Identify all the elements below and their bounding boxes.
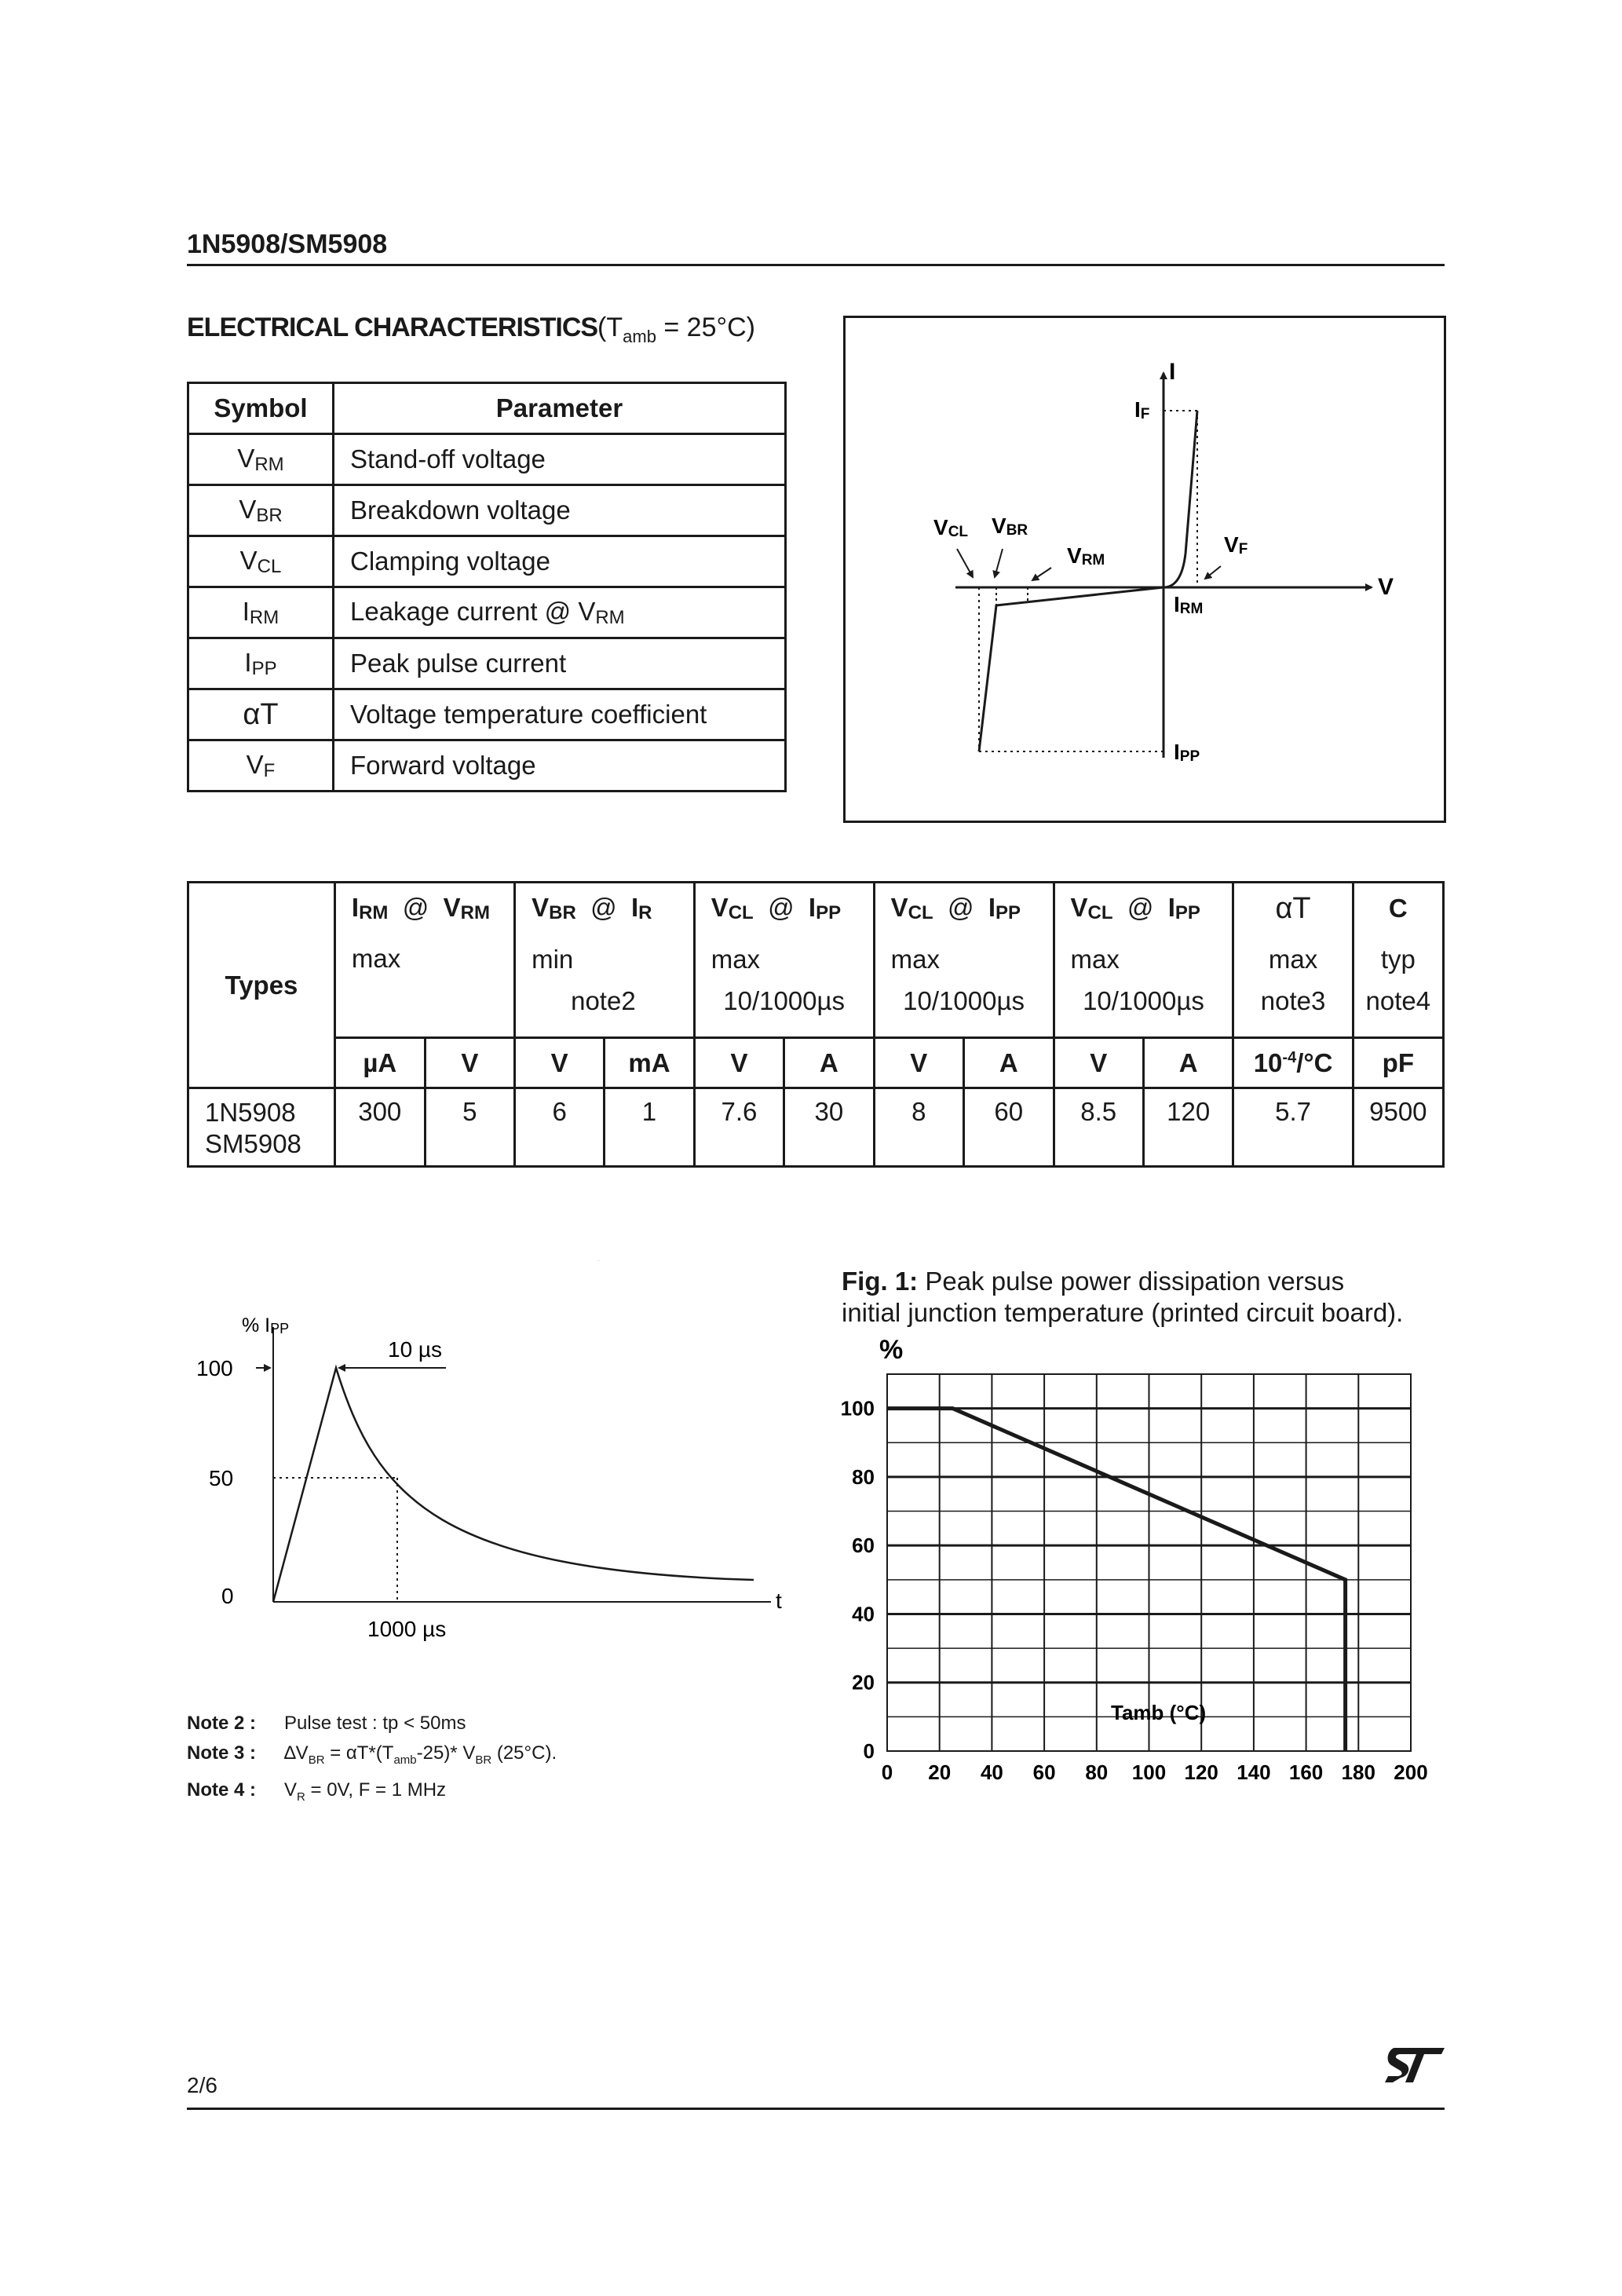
table-row bbox=[188, 536, 786, 587]
symbol-parameter-table bbox=[187, 382, 787, 792]
value-cell: 9500 bbox=[1353, 1088, 1443, 1167]
x-tick-label: 0 bbox=[881, 1760, 893, 1784]
vbr-label: VBR bbox=[992, 514, 1028, 539]
cond-sub: amb bbox=[623, 326, 656, 346]
chart-xlabel: Tamb (°C) bbox=[1111, 1701, 1207, 1724]
vbr-mode: min note2 bbox=[515, 934, 695, 1038]
value-cell: 8.5 bbox=[1054, 1088, 1143, 1167]
st-logo-text: ST bbox=[598, 1261, 600, 1262]
table-row bbox=[188, 638, 786, 689]
parameter-cell: Clamping voltage bbox=[334, 536, 786, 587]
symbol-main: I bbox=[244, 647, 252, 677]
section-title bbox=[187, 313, 755, 347]
t-axis-label: t bbox=[776, 1589, 782, 1613]
value-cell: 6 bbox=[515, 1088, 605, 1167]
decay-time-label: 1000 µs bbox=[367, 1617, 447, 1641]
table-header-row bbox=[188, 383, 786, 434]
st-logo-mark bbox=[1385, 2048, 1445, 2082]
type-name: 1N5908 bbox=[205, 1098, 296, 1127]
page-number: 2/6 bbox=[187, 2073, 217, 2097]
table-row bbox=[188, 740, 786, 792]
x-tick-label: 180 bbox=[1341, 1760, 1375, 1784]
types-table bbox=[187, 881, 1445, 1168]
y-tick-label: 80 bbox=[852, 1464, 875, 1489]
parameter-cell: Breakdown voltage bbox=[334, 485, 786, 536]
value-cell: 300 bbox=[334, 1088, 425, 1167]
unit-cell: V bbox=[515, 1038, 605, 1088]
section-title-text: ELECTRICAL CHARACTERISTICS bbox=[187, 313, 598, 342]
symbol-cell bbox=[188, 638, 334, 689]
y0-label: 0 bbox=[221, 1584, 234, 1608]
note-4: Note 4 : $V_R = 0V$, F = 1 MHz bbox=[187, 1775, 557, 1812]
alphat-head-text: αT bbox=[1275, 891, 1311, 925]
figure-caption-label: Fig. 1: bbox=[842, 1267, 919, 1296]
x-tick-label: 160 bbox=[1288, 1760, 1324, 1784]
y-tick-label: 60 bbox=[852, 1534, 875, 1558]
cond-prefix: (T bbox=[597, 313, 623, 342]
symbol-cell bbox=[188, 689, 334, 740]
value-cell: 120 bbox=[1143, 1088, 1233, 1167]
vrm-pointer bbox=[1032, 568, 1051, 580]
footer-rule bbox=[187, 2108, 1445, 2110]
unit-cell: mA bbox=[605, 1038, 694, 1088]
symbol-cell bbox=[188, 485, 334, 536]
parameter-header: Parameter bbox=[334, 383, 786, 434]
table-row bbox=[188, 587, 786, 638]
chart-tick-labels bbox=[841, 1397, 1428, 1784]
vcl-head-3: VCL @ IPP bbox=[1054, 883, 1233, 934]
section-condition bbox=[597, 313, 755, 346]
symbol-cell bbox=[188, 536, 334, 587]
table-row bbox=[188, 689, 786, 740]
irm-head: IRM @ VRM bbox=[334, 883, 514, 934]
parameter-cell: Peak pulse current bbox=[334, 638, 786, 689]
symbol-header: Symbol bbox=[188, 383, 334, 434]
rise-time-label: 10 µs bbox=[388, 1337, 443, 1362]
unit-cell: pF bbox=[1353, 1038, 1443, 1088]
symbol-sub: F bbox=[263, 759, 276, 781]
unit-cell: µA bbox=[334, 1038, 425, 1088]
symbol-cell bbox=[188, 434, 334, 485]
x-tick-label: 40 bbox=[980, 1760, 1003, 1784]
x-tick-label: 20 bbox=[928, 1760, 952, 1784]
parameter-text: Leakage current @ V bbox=[350, 596, 596, 626]
vbr-pointer bbox=[995, 549, 1003, 577]
vf-pointer bbox=[1205, 566, 1221, 579]
unit-cell: V bbox=[694, 1038, 784, 1088]
symbol-main: V bbox=[239, 545, 258, 575]
unit-cell: V bbox=[874, 1038, 963, 1088]
vcl-mode-2: max 10/1000µs bbox=[874, 934, 1054, 1038]
vrm-label: VRM bbox=[1067, 543, 1105, 569]
symbol-main: αT bbox=[243, 697, 279, 731]
notes bbox=[187, 1709, 557, 1812]
vbr-head: VBR @ IR bbox=[515, 883, 695, 934]
chart-grid bbox=[887, 1374, 1411, 1751]
figure-caption-text: Peak pulse power dissipation versus bbox=[918, 1267, 1345, 1296]
type-names-cell bbox=[188, 1088, 335, 1167]
unit-cell: A bbox=[784, 1038, 874, 1088]
pulse-waveform-diagram bbox=[188, 1303, 793, 1649]
value-cell: 30 bbox=[784, 1088, 874, 1167]
vcl-head-2: VCL @ IPP bbox=[874, 883, 1054, 934]
symbol-sub: BR bbox=[256, 504, 283, 526]
pulse-curve bbox=[273, 1368, 754, 1602]
value-cell: 60 bbox=[964, 1088, 1054, 1167]
note-2 bbox=[187, 1709, 557, 1738]
symbol-main: V bbox=[246, 749, 264, 779]
types-label: Types bbox=[225, 970, 298, 1000]
value-cell: 5 bbox=[425, 1088, 515, 1167]
value-cell: 8 bbox=[874, 1088, 963, 1167]
alphat-head bbox=[1233, 883, 1353, 934]
symbol-sub: CL bbox=[257, 555, 282, 577]
types-label-cell bbox=[188, 883, 335, 1088]
v-axis-label: V bbox=[1378, 574, 1394, 600]
chart-ylabel: % bbox=[879, 1335, 904, 1365]
c-head-text: C bbox=[1388, 894, 1408, 923]
unit-cell: A bbox=[964, 1038, 1054, 1088]
parameter-cell bbox=[334, 587, 786, 638]
unit-cell: $10^{-4}/^\circ C$ bbox=[1233, 1038, 1353, 1088]
vcl-mode-1: max 10/1000µs bbox=[694, 934, 874, 1038]
c-mode: typ note4 bbox=[1353, 934, 1443, 1038]
x-tick-label: 200 bbox=[1394, 1760, 1428, 1784]
figure-caption bbox=[842, 1266, 1454, 1329]
symbol-main: V bbox=[237, 443, 255, 473]
table-row bbox=[188, 434, 786, 485]
pulse-ylabel: % IPP bbox=[242, 1314, 290, 1336]
y-tick-label: 40 bbox=[852, 1602, 875, 1626]
vf-label: VF bbox=[1224, 532, 1248, 558]
symbol-main: V bbox=[239, 494, 257, 524]
y-tick-label: 100 bbox=[840, 1396, 875, 1420]
x-tick-label: 120 bbox=[1184, 1760, 1218, 1784]
vcl-label: VCL bbox=[933, 515, 969, 540]
parameter-cell: Voltage temperature coefficient bbox=[334, 689, 786, 740]
if-label: IF bbox=[1134, 397, 1150, 422]
parameter-cell: Forward voltage bbox=[334, 740, 786, 792]
symbol-sub: RM bbox=[249, 606, 279, 628]
types-unit-row bbox=[188, 1038, 1444, 1088]
type-name: SM5908 bbox=[205, 1129, 301, 1158]
header-rule bbox=[187, 264, 1445, 266]
vcl-mode-3: max 10/1000µs bbox=[1054, 934, 1233, 1038]
symbol-main: I bbox=[242, 596, 250, 626]
symbol-cell bbox=[188, 587, 334, 638]
note-label: Note 3 : bbox=[187, 1742, 257, 1764]
x-tick-label: 80 bbox=[1085, 1760, 1109, 1784]
note-label: Note 4 : bbox=[187, 1779, 257, 1801]
iv-diagram-svg bbox=[846, 318, 1444, 821]
value-cell: 5.7 bbox=[1233, 1088, 1353, 1167]
table-row bbox=[188, 485, 786, 536]
y-tick-label: 0 bbox=[863, 1739, 875, 1763]
y-tick-label: 20 bbox=[852, 1670, 875, 1695]
parameter-cell: Stand-off voltage bbox=[334, 434, 786, 485]
cond-suffix: = 25°C) bbox=[656, 313, 755, 342]
unit-cell: V bbox=[1054, 1038, 1143, 1088]
vcl-pointer bbox=[957, 549, 973, 577]
types-mode-row bbox=[188, 934, 1444, 1038]
figure-caption-line2: initial junction temperature (printed circuit board). bbox=[842, 1298, 1404, 1327]
c-head bbox=[1353, 883, 1443, 934]
x-tick-label: 60 bbox=[1032, 1760, 1056, 1784]
unit-cell: A bbox=[1143, 1038, 1233, 1088]
types-head-row bbox=[188, 883, 1444, 934]
value-cell: 7.6 bbox=[694, 1088, 784, 1167]
symbol-sub: RM bbox=[254, 453, 284, 475]
note-text: Pulse test : tp < 50ms bbox=[284, 1713, 466, 1734]
alphat-mode: max note3 bbox=[1233, 934, 1353, 1038]
irm-label: IRM bbox=[1174, 592, 1204, 617]
note-3: Note 3 : $\Delta V_{BR} = \alpha T*(T_{amb}-25)*$ $V_{BR}$ (25°C). bbox=[187, 1738, 557, 1775]
power-derating-chart bbox=[832, 1327, 1460, 1798]
ipp-label: IPP bbox=[1174, 740, 1200, 765]
y50-label: 50 bbox=[209, 1466, 234, 1490]
document-title: 1N5908/SM5908 bbox=[187, 229, 388, 259]
iv-characteristic-diagram bbox=[843, 316, 1446, 823]
unit-cell: V bbox=[425, 1038, 515, 1088]
y100-label: 100 bbox=[196, 1356, 233, 1380]
parameter-sub: RM bbox=[595, 606, 625, 628]
note-label: Note 2 : bbox=[187, 1713, 257, 1734]
value-cell: 1 bbox=[605, 1088, 694, 1167]
vcl-head-1: VCL @ IPP bbox=[694, 883, 874, 934]
irm-mode: max bbox=[334, 934, 514, 1038]
i-axis-label: I bbox=[1169, 359, 1176, 385]
symbol-sub: PP bbox=[251, 657, 277, 679]
x-tick-label: 140 bbox=[1237, 1760, 1271, 1784]
symbol-cell bbox=[188, 740, 334, 792]
x-tick-label: 100 bbox=[1131, 1760, 1167, 1784]
table-row bbox=[188, 1088, 1444, 1167]
